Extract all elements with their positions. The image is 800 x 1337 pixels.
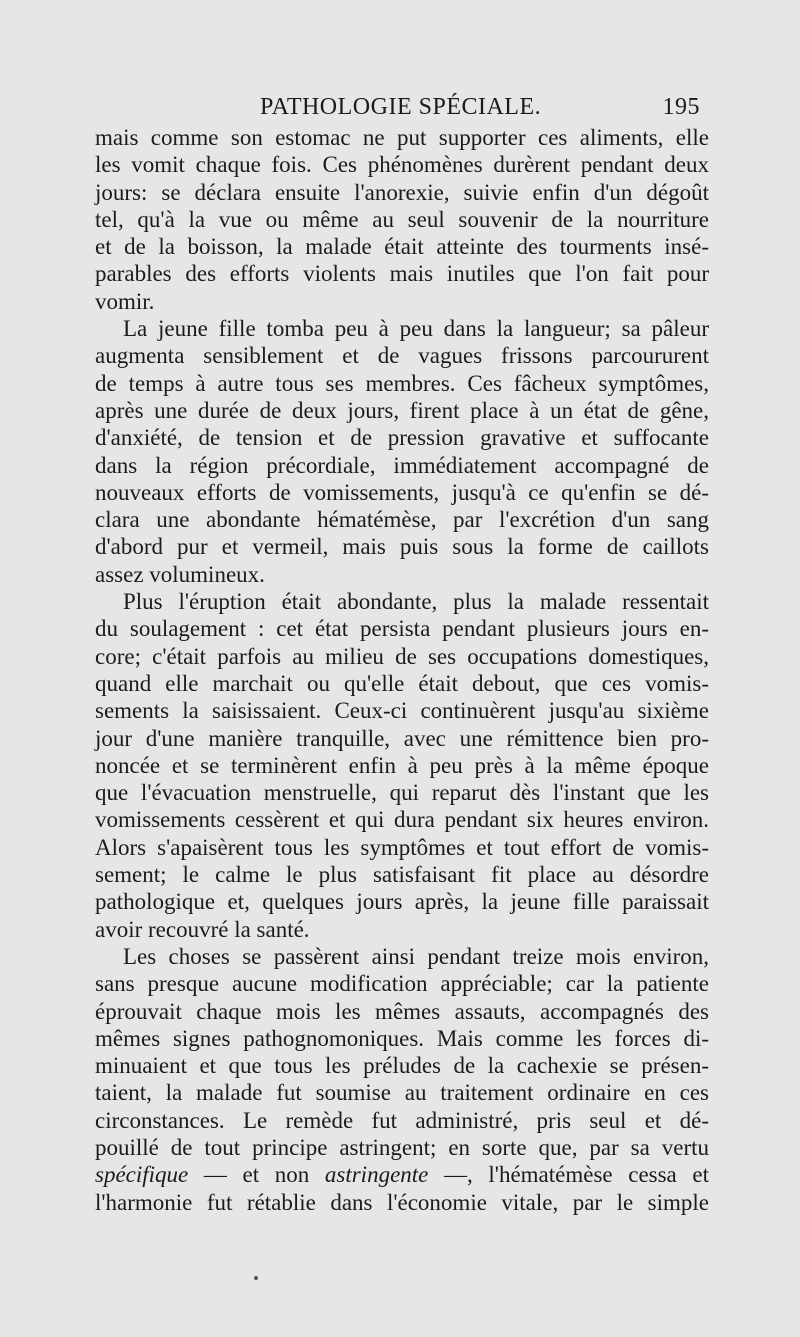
print-speck bbox=[254, 1276, 258, 1280]
text-line: circonstances. Le remède fut administré, pris seul et dé- bbox=[95, 1107, 709, 1133]
page-number: 195 bbox=[662, 94, 700, 120]
text-line: d'abord pur et vermeil, mais puis sous la forme de caillots bbox=[95, 534, 709, 560]
text-line: jour d'une manière tranquille, avec une rémittence bien pro- bbox=[95, 725, 709, 751]
text-line: dans la région précordiale, immédiatement accompagné de bbox=[95, 452, 709, 478]
text-line: éprouvait chaque mois les mêmes assauts, accompagnés des bbox=[95, 998, 709, 1024]
italic-word: astringente bbox=[324, 1162, 429, 1188]
text-line: tel, qu'à la vue ou même au seul souvenir de la nourriture bbox=[95, 206, 709, 232]
text-line: sans presque aucune modification appréciable; car la patiente bbox=[95, 971, 709, 997]
text-line: sement; le calme le plus satisfaisant fit place au désordre bbox=[95, 862, 709, 888]
text-line: quand elle marchait ou qu'elle était debout, que ces vomis- bbox=[95, 670, 709, 696]
text-line: core; c'était parfois au milieu de ses occupations domestiques, bbox=[95, 643, 709, 669]
text-line: pouillé de tout principe astringent; en sorte que, par sa vertu bbox=[95, 1134, 709, 1160]
italic-word: spécifique bbox=[95, 1162, 189, 1188]
text-line: clara une abondante hématémèse, par l'excrétion d'un sang bbox=[95, 507, 709, 533]
text-line: Les choses se passèrent ainsi pendant treize mois environ, bbox=[123, 943, 709, 969]
text-line bbox=[95, 1161, 709, 1188]
text-line: Plus l'éruption était abondante, plus la malade ressentait bbox=[123, 589, 709, 615]
text-line: les vomit chaque fois. Ces phénomènes durèrent pendant deux bbox=[95, 152, 709, 178]
text-line: que l'évacuation menstruelle, qui reparut dès l'instant que les bbox=[95, 780, 709, 806]
text-line: après une durée de deux jours, firent place à un état de gêne, bbox=[95, 397, 709, 423]
text-line: de temps à autre tous ses membres. Ces fâcheux symptômes, bbox=[95, 370, 709, 396]
running-header bbox=[95, 90, 710, 124]
text-line: Alors s'apaisèrent tous les symptômes et tout effort de vomis- bbox=[95, 834, 709, 860]
text-line: l'harmonie fut rétablie dans l'économie vitale, par le simple bbox=[95, 1189, 709, 1215]
text-line: et de la boisson, la malade était atteinte des tourments insé- bbox=[95, 234, 709, 260]
text-line: assez volumineux. bbox=[95, 561, 265, 587]
text-line: avoir recouvré la santé. bbox=[95, 916, 310, 942]
text-line: parables des efforts violents mais inutiles que l'on fait pour bbox=[95, 261, 709, 287]
text-line: nouveaux efforts de vomissements, jusqu'à ce qu'enfin se dé- bbox=[95, 479, 709, 505]
text-line: d'anxiété, de tension et de pression gravative et suffocante bbox=[95, 425, 709, 451]
text-line: mêmes signes pathognomoniques. Mais comme les forces di- bbox=[95, 1025, 709, 1051]
text-segment: — et non bbox=[188, 1162, 325, 1188]
text-line: mais comme son estomac ne put supporter ces aliments, elle bbox=[95, 125, 709, 150]
text-line: vomissements cessèrent et qui dura pendant six heures environ. bbox=[95, 807, 709, 833]
text-line: noncée et se terminèrent enfin à peu près à la même époque bbox=[95, 752, 709, 778]
text-line: La jeune fille tomba peu à peu dans la langueur; sa pâleur bbox=[123, 316, 709, 342]
text-line: vomir. bbox=[95, 288, 155, 314]
text-line: taient, la malade fut soumise au traitement ordinaire en ces bbox=[95, 1080, 709, 1106]
text-line: minuaient et que tous les préludes de la cachexie se présen- bbox=[95, 1053, 709, 1079]
text-segment: —, l'hématémèse cessa et bbox=[428, 1162, 709, 1188]
body-text bbox=[95, 124, 709, 1216]
running-title: PATHOLOGIE SPÉCIALE. bbox=[260, 94, 542, 120]
text-line: jours: se déclara ensuite l'anorexie, suivie enfin d'un dégoût bbox=[95, 179, 709, 205]
text-line: du soulagement : cet état persista pendant plusieurs jours en- bbox=[95, 616, 709, 642]
text-line: pathologique et, quelques jours après, la jeune fille paraissait bbox=[95, 889, 709, 915]
text-line: sements la saisissaient. Ceux-ci continuèrent jusqu'au sixième bbox=[95, 698, 709, 724]
text-line: augmenta sensiblement et de vagues frissons parcoururent bbox=[95, 343, 709, 369]
